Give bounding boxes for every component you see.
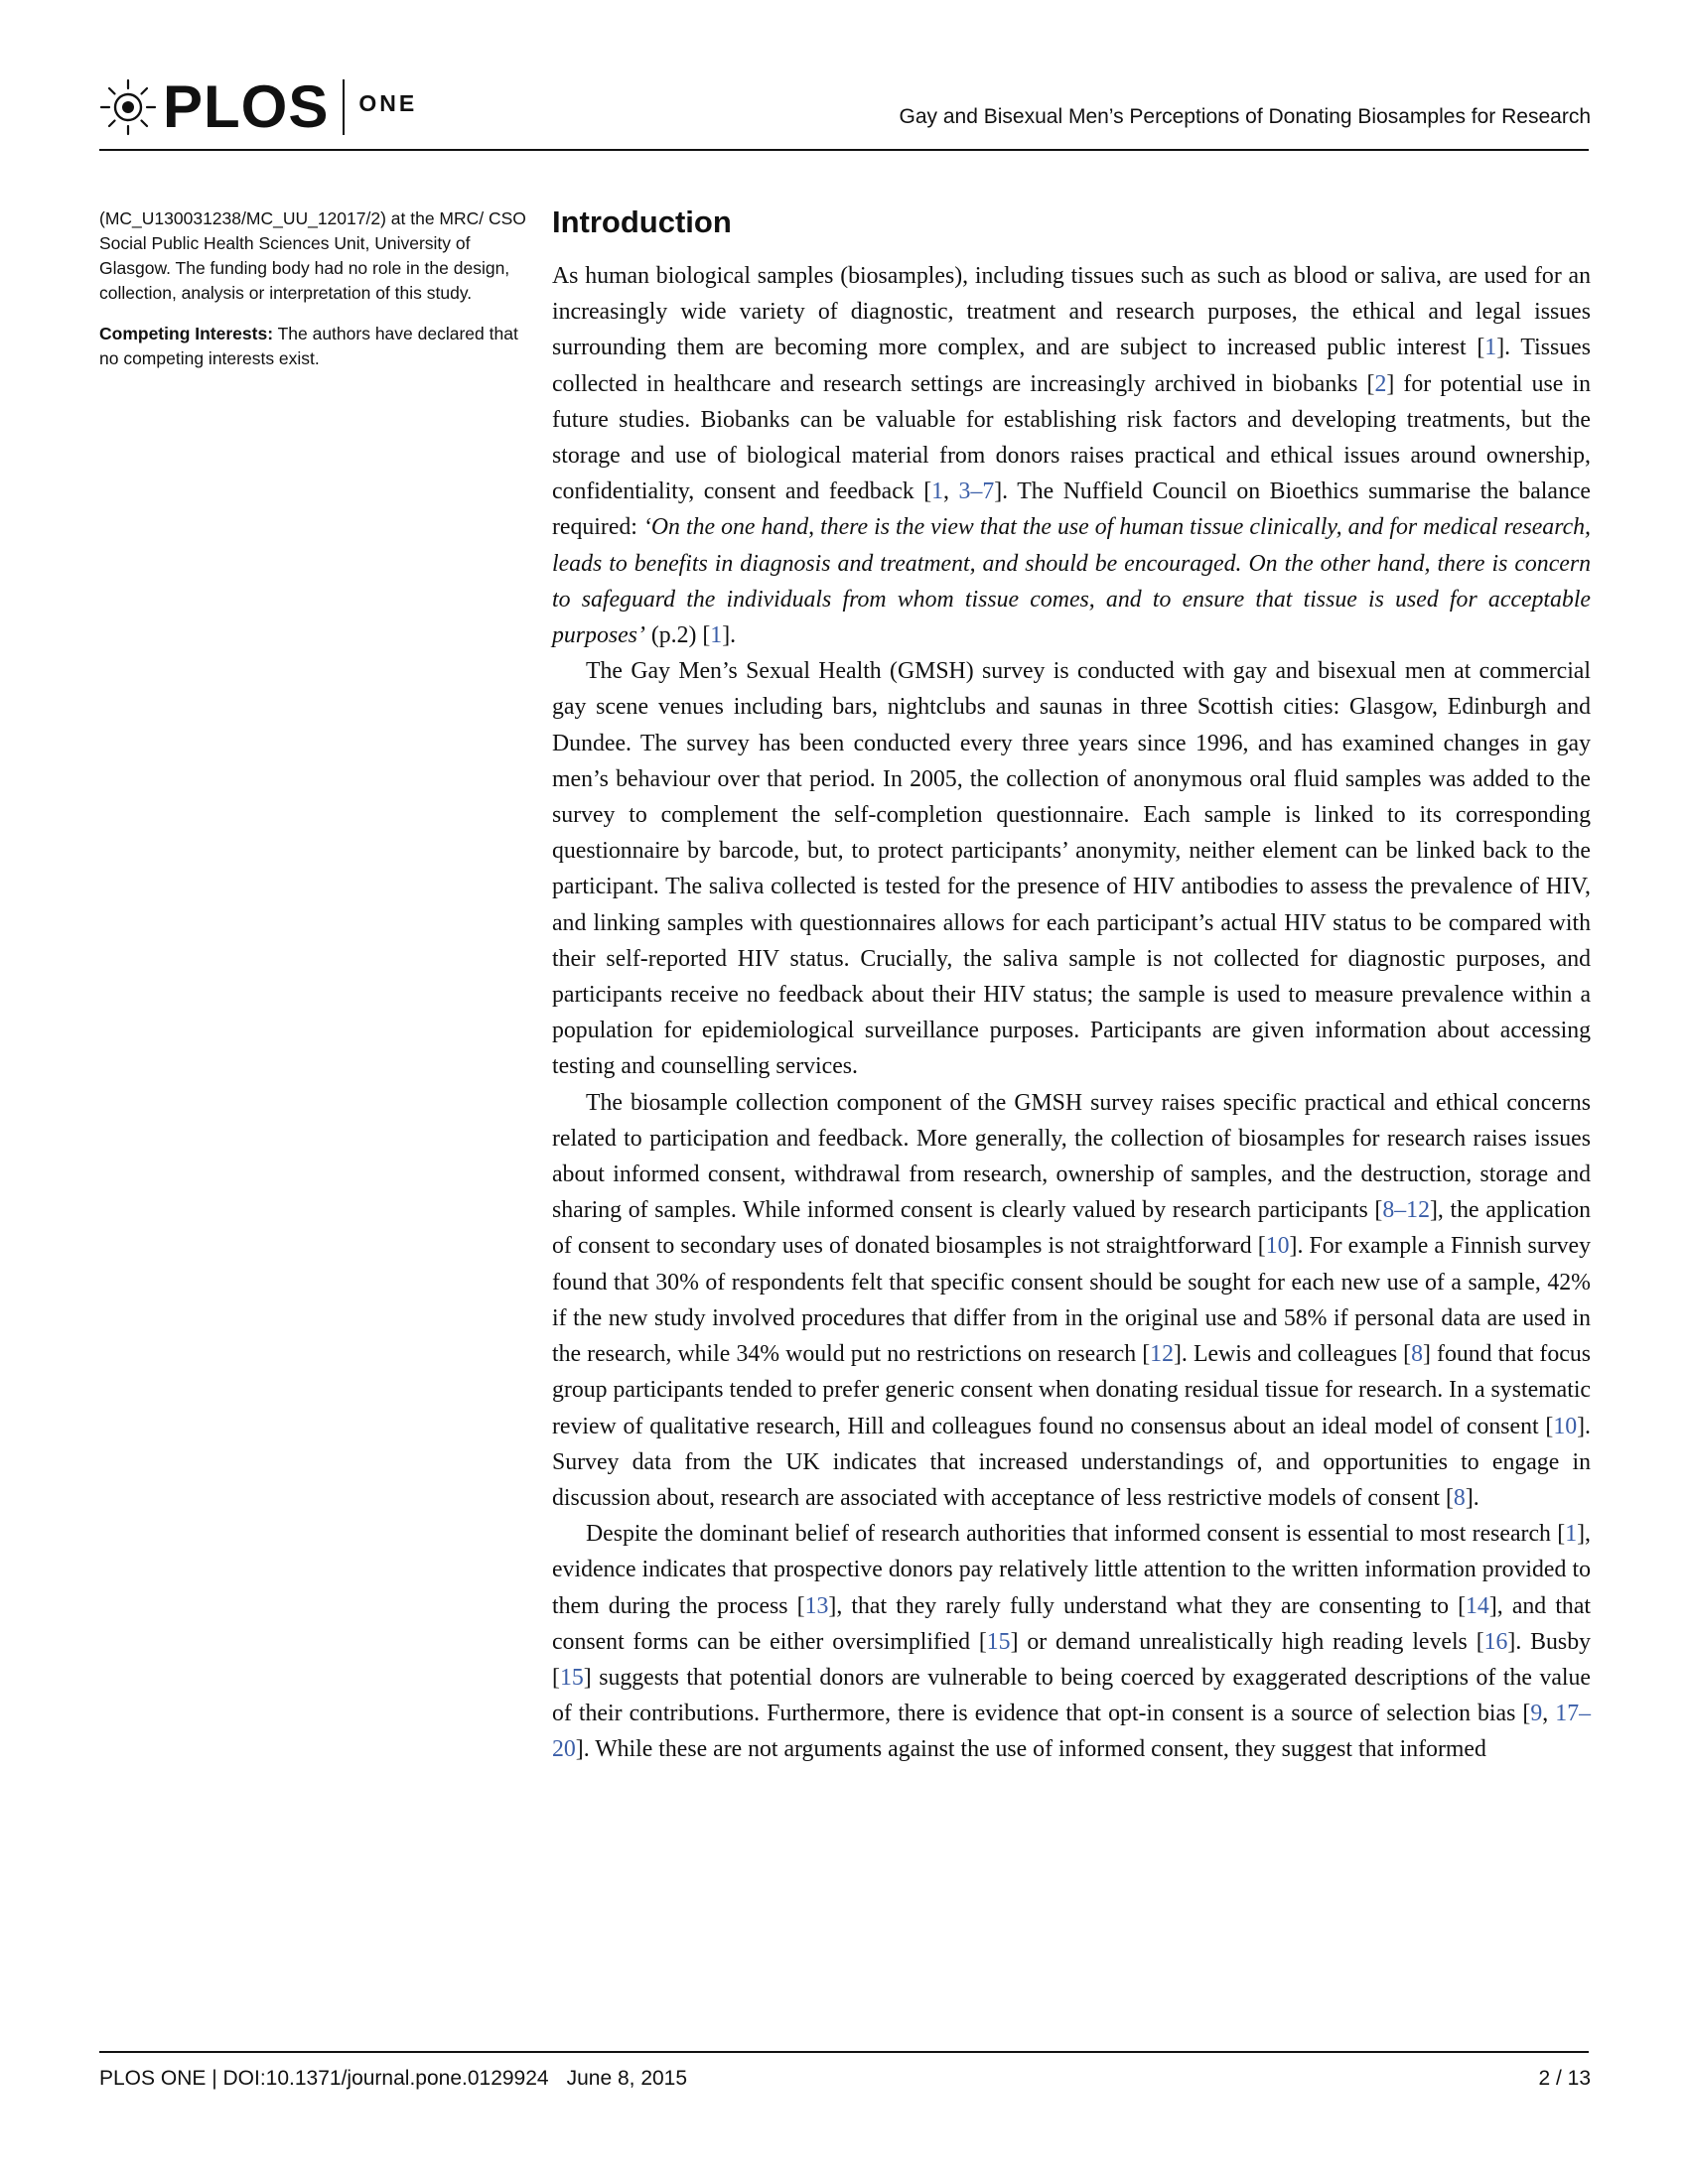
text-run: ], the application of consent to secondary uses of donated biosamples is not straightforward [ [552, 1197, 1592, 1260]
text-run: ]. Busby [ [552, 1628, 1591, 1691]
nuffield-quote: ‘On the one hand, there is the view that the use of human tissue clinically, and for medical research, leads to benefits in diagnosis and treatment, and should be encouraged. On the other hand, there is concern to safeguard the individuals from whom tissue comes, and to ensure that tissue is used for acceptable purposes’ [552, 514, 1591, 649]
citation-range-dash: – [1394, 1197, 1407, 1224]
text-run: ]. Tissues collected in healthcare and research settings are increasingly archived in biobanks [ [552, 335, 1591, 397]
citation-link[interactable]: 20 [552, 1736, 576, 1763]
citation-link[interactable]: 1 [1565, 1521, 1578, 1548]
section-heading: Introduction [552, 205, 732, 239]
plos-sunburst-icon [99, 76, 157, 138]
citation-link[interactable]: 15 [559, 1664, 584, 1691]
text-run: (p.2) [ [644, 622, 711, 649]
citation-link[interactable]: 12 [1150, 1341, 1174, 1368]
citation-link[interactable]: 9 [1530, 1701, 1543, 1727]
paragraph-3 [552, 1085, 1591, 1516]
text-run: ], and that consent forms can be either oversimplified [ [552, 1592, 1592, 1655]
competing-interests-label: Competing Interests: [99, 324, 274, 343]
citation-link[interactable]: 1 [710, 622, 723, 649]
citation-range-dash: – [970, 478, 983, 505]
footer-citation [99, 2067, 687, 2091]
logo-one-text: ONE [358, 89, 418, 116]
text-run: ], that they rarely fully understand what they are consenting to [ [828, 1592, 1467, 1619]
text-run: ] found that focus group participants tended to prefer generic consent when donating residual tissue for research. In a systematic review of qualitative research, Hill and colleagues found no consensus about an ideal model of consent [ [552, 1341, 1591, 1439]
text-run: The biosample collection component of the GMSH survey raises specific practical and ethical concerns related to participation and feedback. More generally, the collection of biosamples for research raises issues about informed consent, withdrawal from research, ownership of samples, and the destruction, storage and sharing of samples. While informed consent is clearly valued by research participants [ [552, 1089, 1591, 1224]
text-run: ]. Survey data from the UK indicates that increased understandings of, and opportunities to engage in discussion about, research are associated with acceptance of less restrictive models of consent [ [552, 1413, 1591, 1511]
text-run: ]. While these are not arguments against the use of informed consent, they suggest that informed [575, 1736, 1486, 1763]
citation-link[interactable]: 14 [1466, 1592, 1489, 1619]
page-number: 2 / 13 [1538, 2067, 1591, 2090]
text-run: , [1542, 1701, 1556, 1727]
text-run: ] or demand unrealistically high reading levels [ [1010, 1628, 1484, 1655]
citation-link[interactable]: 15 [986, 1628, 1011, 1655]
citation-link[interactable]: 1 [931, 478, 944, 505]
citation-link[interactable]: 13 [804, 1592, 829, 1619]
text-run: As human biological samples (biosamples), including tissues such as such as blood or saliva, are used for an increasingly wide variety of diagnostic, treatment and research purposes, the ethical and legal issues surrounding them are becoming more complex, and are subject to increased public interest [ [552, 263, 1591, 361]
citation-link[interactable]: 2 [1374, 370, 1387, 397]
text-run: ]. [722, 622, 737, 649]
text-run: ] for potential use in future studies. Biobanks can be valuable for establishing risk factors and developing treatments, but the storage and use of biological material from donors raises practical and ethical issues around ownership, confidentiality, consent and feedback [ [552, 370, 1591, 505]
citation-link[interactable]: 16 [1483, 1628, 1508, 1655]
citation-link[interactable]: 10 [1265, 1233, 1290, 1260]
paragraph-4 [552, 1516, 1591, 1767]
sidebar [99, 206, 526, 387]
footer-doi[interactable]: PLOS ONE | DOI:10.1371/journal.pone.0129924 [99, 2067, 549, 2090]
paragraph-1 [552, 258, 1591, 653]
citation-link[interactable]: 8 [1411, 1341, 1424, 1368]
text-run: ]. [1465, 1484, 1479, 1511]
text-run: ], evidence indicates that prospective donors pay relatively little attention to the written information provided to them during the process [ [552, 1521, 1591, 1619]
main-column [552, 205, 1591, 1768]
citation-link[interactable]: 8 [1453, 1484, 1466, 1511]
citation-link[interactable]: 3 [958, 478, 971, 505]
citation-range-dash: – [1579, 1701, 1591, 1727]
citation-link[interactable]: 7 [982, 478, 995, 505]
footer-date: June 8, 2015 [566, 2067, 688, 2090]
plos-one-logo[interactable] [99, 71, 417, 143]
logo-divider [343, 79, 345, 135]
text-run: ]. Lewis and colleagues [ [1173, 1341, 1412, 1368]
citation-link[interactable]: 17 [1555, 1701, 1580, 1727]
citation-link[interactable]: 10 [1553, 1413, 1578, 1439]
citation-link[interactable]: 12 [1406, 1197, 1430, 1224]
competing-interests [99, 322, 526, 371]
funding-statement: (MC_U130031238/MC_UU_12017/2) at the MRC/ CSO Social Public Health Sciences Unit, University of Glasgow. The funding body had no role in the design, collection, analysis or interpretation of this study. [99, 208, 526, 303]
text-run: Despite the dominant belief of research authorities that informed consent is essential to most research [ [586, 1521, 1566, 1548]
citation-link[interactable]: 1 [1484, 335, 1497, 361]
text-run: ]. For example a Finnish survey found that 30% of respondents felt that specific consent should be sought for each new use of a sample, 42% if the new study involved procedures that differ from in the original use and 58% if personal data are used in the research, while 34% would put no restrictions on research [ [552, 1233, 1591, 1368]
logo-plos-text: PLOS [163, 73, 330, 140]
competing-interests-text: The authors have declared that no competing interests exist. [99, 324, 518, 368]
text-run: , [943, 478, 959, 505]
paragraph-2: The Gay Men’s Sexual Health (GMSH) survey is conducted with gay and bisexual men at commercial gay scene venues including bars, nightclubs and saunas in three Scottish cities: Glasgow, Edinburgh and Dundee. The survey has been conducted every three years since 1996, and has examined changes in gay men’s behaviour over that period. In 2005, the collection of anonymous oral fluid samples was added to the survey to complement the self-completion questionnaire. Each sample is linked to its corresponding questionnaire by barcode, but, to protect participants’ anonymity, neither element can be linked back to the participant. The saliva collected is tested for the presence of HIV antibodies to assess the prevalence of HIV, and linking samples with questionnaires allows for each participant’s actual HIV status to be compared with their self-reported HIV status. Crucially, the saliva sample is not collected for diagnostic purposes, and participants receive no feedback about their HIV status; the sample is used to measure prevalence within a population for epidemiological surveillance purposes. Participants are given information about accessing testing and counselling services. [552, 658, 1591, 1080]
citation-link[interactable]: 8 [1382, 1197, 1395, 1224]
text-run: ]. The Nuffield Council on Bioethics summarise the balance required: [552, 478, 1591, 541]
header-rule [99, 149, 1589, 151]
text-run: ] suggests that potential donors are vulnerable to being coerced by exaggerated descriptions of the value of their contributions. Furthermore, there is evidence that opt-in consent is a source of selection bias [ [552, 1664, 1591, 1727]
footer-rule [99, 2051, 1589, 2053]
running-title: Gay and Bisexual Men’s Perceptions of Donating Biosamples for Research [899, 105, 1591, 128]
